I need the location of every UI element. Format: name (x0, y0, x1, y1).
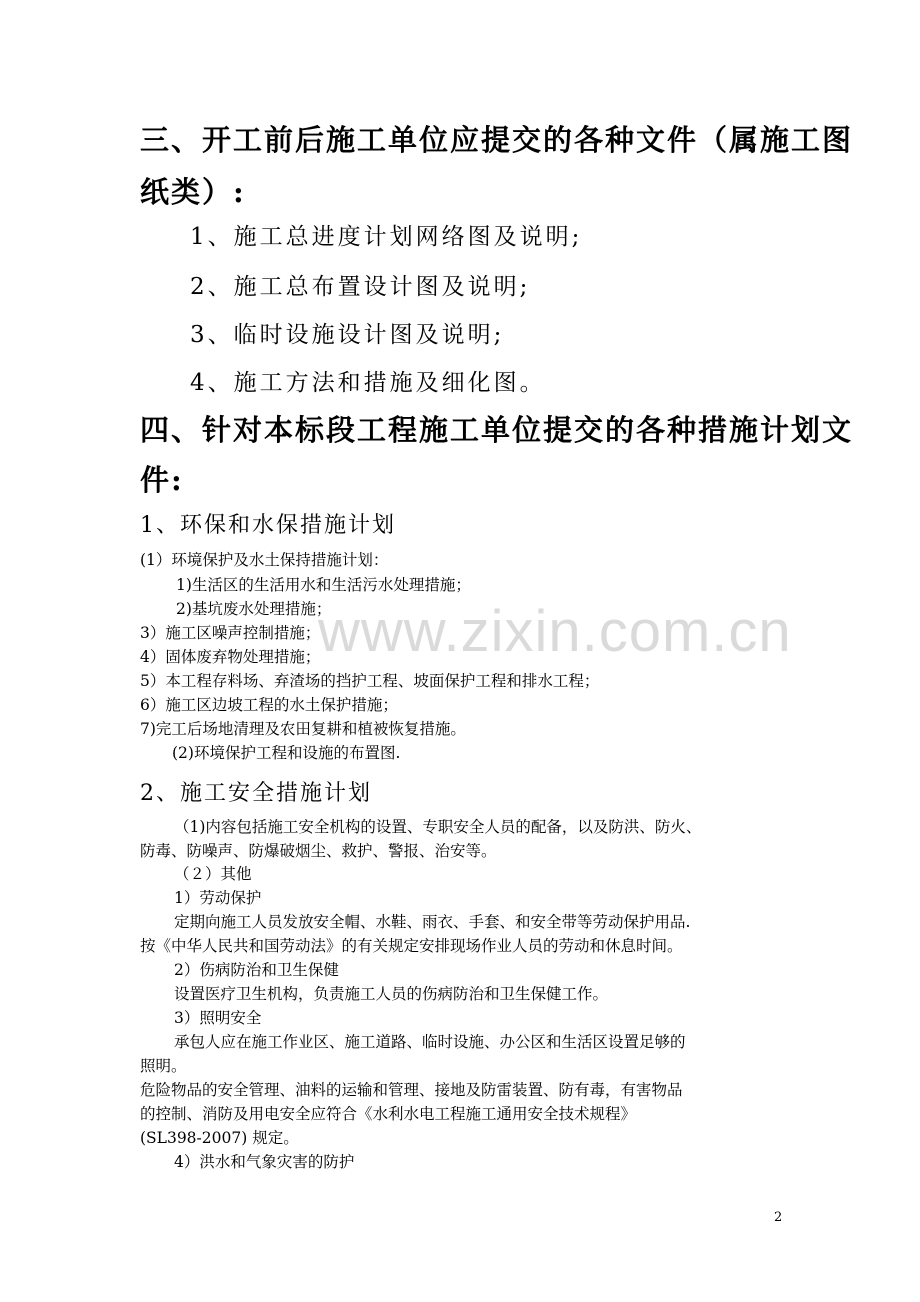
body-text-line: 2)基坑废水处理措施； (176, 600, 332, 618)
body-text-line: 防毒、防噪声、防爆破烟尘、救护、警报、治安等。 (140, 842, 497, 860)
section-heading: 三、开工前后施工单位应提交的各种文件（属施工图 (140, 123, 854, 157)
body-text-line: 照明。 (140, 1057, 187, 1075)
section-heading: 四、针对本标段工程施工单位提交的各种措施计划文 (140, 413, 854, 447)
body-text-line: （２）其他 (174, 865, 252, 883)
body-text-line: 2）伤病防治和卫生保健 (174, 961, 339, 979)
body-text-line: 4）洪水和气象灾害的防护 (174, 1153, 355, 1171)
body-text-line: 危险物品的安全管理、油料的运输和管理、接地及防雷装置、防有毒，有害物品 (140, 1081, 683, 1099)
body-text-line: (SL398-2007) 规定。 (140, 1129, 299, 1147)
body-text-line: 1)生活区的生活用水和生活污水处理措施； (176, 576, 471, 594)
body-text-line: 3）施工区噪声控制措施； (140, 624, 321, 642)
section-heading: 3、临时设施设计图及说明; (190, 322, 505, 348)
body-text-line: 6）施工区边坡工程的水土保护措施； (140, 696, 398, 714)
section-heading: 1、施工总进度计划网络图及说明; (190, 224, 583, 250)
body-text-line: 承包人应在施工作业区、施工道路、临时设施、办公区和生活区设置足够的 (174, 1033, 686, 1051)
body-text-line: 5）本工程存料场、弃渣场的挡护工程、坡面保护工程和排水工程； (140, 672, 600, 690)
section-heading: 2、施工安全措施计划 (140, 781, 372, 806)
body-text-line: 按《中华人民共和国劳动法》的有关规定安排现场作业人员的劳动和休息时间。 (140, 937, 683, 955)
section-heading: 件: (140, 463, 184, 497)
watermark: www.zixin.com.cn (318, 599, 792, 664)
section-heading: 1、环保和水保措施计划 (140, 513, 396, 538)
section-heading: 2、施工总布置设计图及说明; (190, 274, 531, 300)
body-text-line: 4）固体废弃物处理措施； (140, 648, 321, 666)
body-text-line: 3）照明安全 (174, 1009, 262, 1027)
body-text-line: 设置医疗卫生机构，负责施工人员的伤病防治和卫生保健工作。 (174, 985, 609, 1003)
body-text-line: 7)完工后场地清理及农田复耕和植被恢复措施。 (140, 720, 466, 738)
section-heading: 纸类）: (140, 175, 246, 209)
page-number: 2 (774, 1210, 783, 1225)
body-text-line: 1）劳动保护 (174, 889, 262, 907)
body-text-line: (1）环境保护及水土保持措施计划： (140, 551, 389, 569)
body-text-line: (2)环境保护工程和设施的布置图. (172, 744, 401, 762)
body-text-line: 定期向施工人员发放安全帽、水鞋、雨衣、手套、和安全带等劳动保护用品. (174, 913, 691, 931)
body-text-line: 的控制、消防及用电安全应符合《水利水电工程施工通用安全技术规程》 (140, 1105, 637, 1123)
body-text-line: （1)内容包括施工安全机构的设置、专职安全人员的配备，以及防洪、防火、 (174, 818, 702, 836)
section-heading: 4、施工方法和措施及细化图。 (190, 370, 546, 396)
